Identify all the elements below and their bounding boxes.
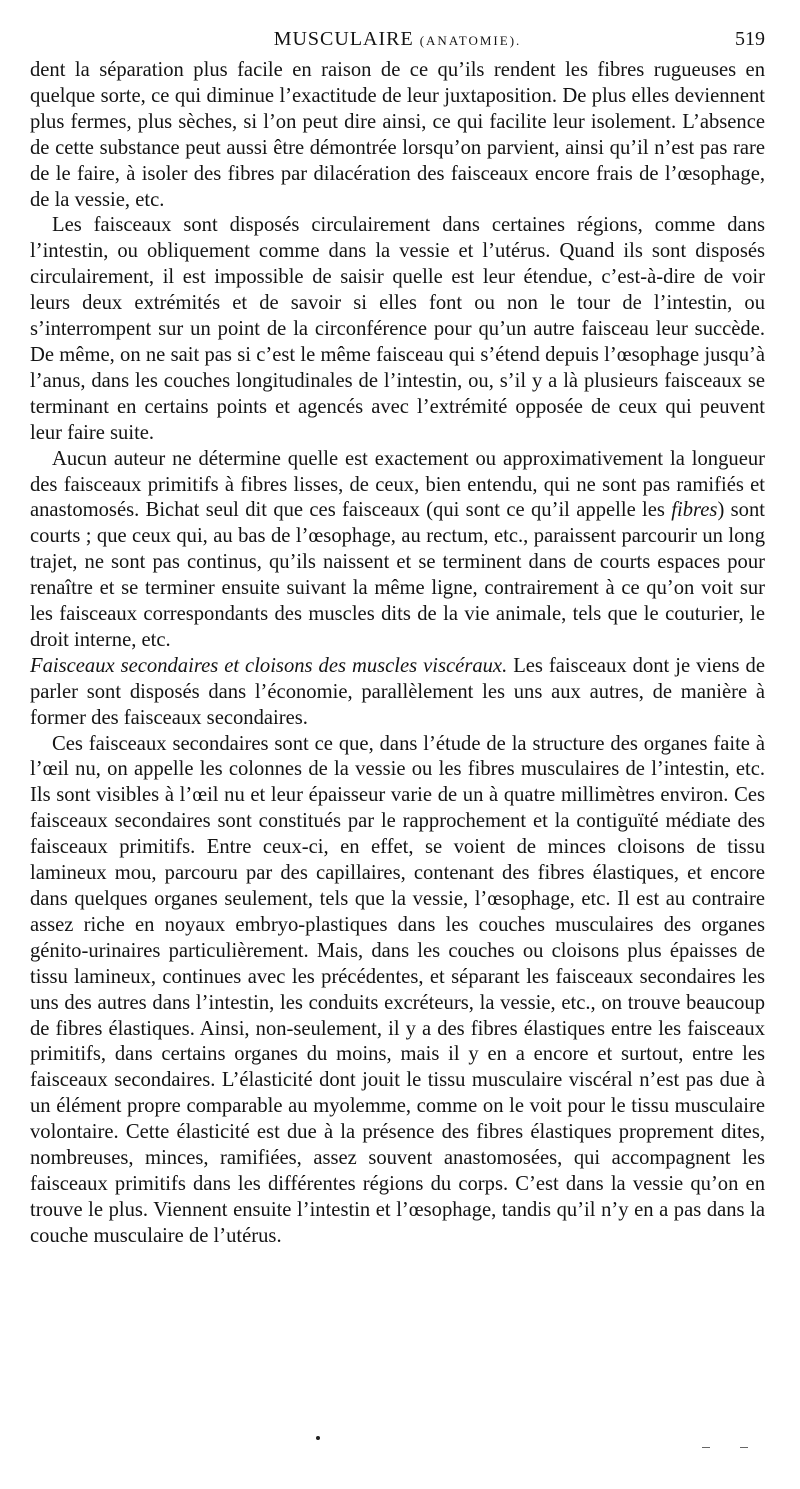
paragraph-4 <box>30 654 765 732</box>
print-speck <box>316 1436 320 1440</box>
paragraph-text: Aucun auteur ne détermine quelle est exactement ou approximativement la longueur des faisceaux primitifs à fibres lisses, de ceux, bien entendu, qui ne sont pas ramifiés et anastomosés. Bichat seul dit que ces faisceaux (qui sont ce qu’il appelle les <box>30 447 765 522</box>
paragraph-text: Les faisceaux dont je viens de parler sont disposés dans l’économie, parallèlement les uns aux autres, de manière à former des faisceaux secondaires. <box>30 654 765 729</box>
running-subtitle: (ANATOMIE). <box>419 33 522 48</box>
paragraph-text: ) sont courts ; que ceux qui, au bas de l’œsophage, au rectum, etc., paraissent parcourir un long trajet, ne sont pas continus, qu’ils naissent et se terminent dans de courts espaces pour renaître et se terminer ensuite suivant la même ligne, contrairement à ce qu’on voit sur les faisceaux correspondants des muscles dits de la vie animale, tels que le couturier, le droit interne, etc. <box>30 499 765 651</box>
body-text <box>30 58 765 1250</box>
paragraph-2 <box>30 213 765 446</box>
paragraph-5 <box>30 732 765 1250</box>
paragraph-text: Les faisceaux sont disposés circulairement dans certaines régions, comme dans l’intestin, ou obliquement comme dans la vessie et l’utérus. Quand ils sont disposés circulairement, il est impossible de saisir quelle est leur étendue, c’est-à-dire de voir leurs deux extrémités et de savoir si elles font ou non le tour de l’intestin, ou s’interrompent sur un point de la circonférence pour qu’un autre faisceau leur succède. De même, on ne sait pas si c’est le même faisceau qui s’étend depuis l’œsophage jusqu’à l’anus, dans les couches longitudinales de l’intestin, ou, s’il y a là plusieurs faisceaux se terminant en certains points et agencés avec l’extrémité opposée de ceux qui peuvent leur faire suite. <box>30 214 765 444</box>
running-title: MUSCULAIRE <box>273 28 414 50</box>
print-mark <box>702 1447 710 1448</box>
section-lead-heading: Faisceaux secondaires et cloisons des muscles viscéraux. <box>30 654 508 677</box>
page-number: 519 <box>735 28 765 50</box>
paragraph-text: Ces faisceaux secondaires sont ce que, dans l’étude de la structure des organes faite à l’œil nu, on appelle les colonnes de la vessie ou les fibres musculaires de l’intestin, etc. Ils sont visibles à l’œil nu et leur épaisseur varie de un à quatre millimètres environ. Ces faisceaux secondaires sont constitués par le rapprochement et la contiguïté médiate des faisceaux primitifs. Entre ceux-ci, en effet, se voient de minces cloisons de tissu lamineux mou, parcouru par des capillaires, contenant des fibres élastiques, et encore dans quelques organes seulement, tels que la vessie, l’œsophage, etc. Il est au contraire assez riche en noyaux embryo-plastiques dans les couches musculaires des organes génito-urinaires particulièrement. Mais, dans les couches ou cloisons plus épaisses de tissu lamineux, continues avec les précédentes, et séparant les faisceaux secondaires les uns des autres dans l’intestin, les conduits excréteurs, la vessie, etc., on trouve beaucoup de fibres élastiques. Ainsi, non-seulement, il y a des fibres élastiques entre les faisceaux primitifs, dans certains organes du moins, mais il y en a encore et surtout, entre les faisceaux secondaires. L’élasticité dont jouit le tissu musculaire viscéral n’est pas due à un élément propre comparable au myolemme, comme on le voit pour le tissu musculaire volontaire. Cette élasticité est due à la présence des fibres élastiques proprement dites, nombreuses, minces, ramifiées, assez souvent anastomosées, qui accompagnent les faisceaux primitifs dans les différentes régions du corps. C’est dans la vessie qu’on en trouve le plus. Viennent ensuite l’intestin et l’œsophage, tandis qu’il n’y en a pas dans la couche musculaire de l’utérus. <box>30 732 765 1247</box>
running-head <box>30 28 765 51</box>
italic-term: fibres <box>671 499 718 522</box>
page-header <box>30 18 765 58</box>
document-page <box>30 18 765 1250</box>
paragraph-1 <box>30 58 765 213</box>
print-mark <box>740 1447 748 1448</box>
paragraph-3 <box>30 447 765 654</box>
paragraph-text: dent la séparation plus facile en raison de ce qu’ils rendent les fibres rugueuses en quelque sorte, ce qui diminue l’exactitude de leur juxtaposition. De plus elles deviennent plus fermes, plus sèches, si l’on peut dire ainsi, ce qui facilite leur isolement. L’absence de cette substance peut aussi être démontrée lorsqu’on parvient, ainsi qu’il n’est pas rare de le faire, à isoler des fibres par dilacération des faisceaux encore frais de l’œsophage, de la vessie, etc. <box>30 59 765 211</box>
